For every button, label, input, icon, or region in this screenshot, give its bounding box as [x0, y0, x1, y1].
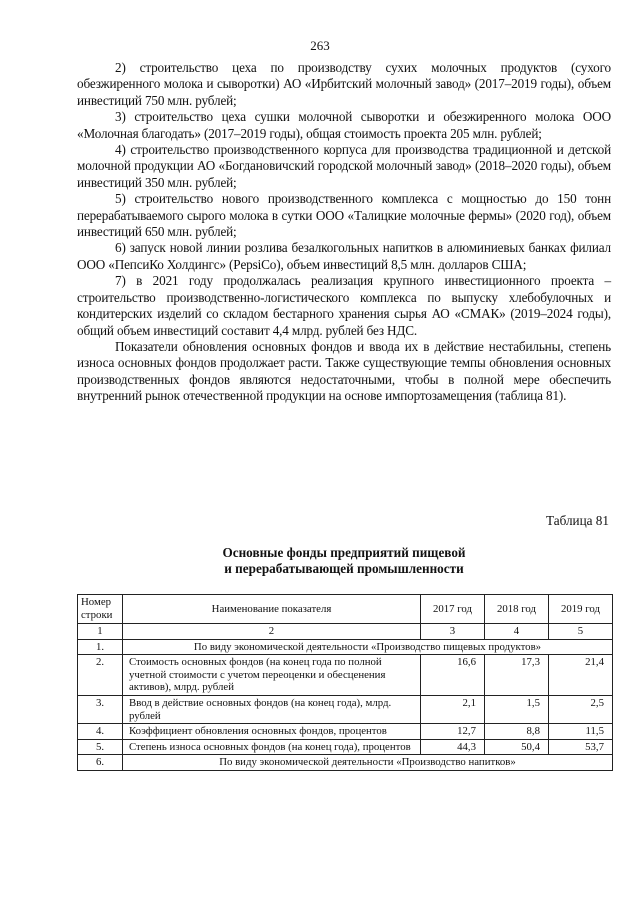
header-indicator-name: Наименование показателя — [123, 595, 421, 624]
row-number: 6. — [78, 755, 123, 771]
header-2019: 2019 год — [549, 595, 613, 624]
value-2019: 21,4 — [549, 655, 613, 696]
page-number: 263 — [310, 38, 330, 53]
indicator-name: Стоимость основных фондов (на конец года по полной учетной стоимости с учетом переоценки и обесценения активов), млрд. рублей — [123, 655, 421, 696]
fixed-assets-table — [77, 594, 613, 771]
header-2018: 2018 год — [485, 595, 549, 624]
value-2019: 53,7 — [549, 739, 613, 755]
table-header-row — [78, 595, 613, 624]
value-2017: 44,3 — [421, 739, 485, 755]
section-heading-food: По виду экономической деятельности «Производство пищевых продуктов» — [123, 639, 613, 655]
row-number: 1. — [78, 639, 123, 655]
value-2019: 11,5 — [549, 724, 613, 740]
indicator-name: Степень износа основных фондов (на конец года), процентов — [123, 739, 421, 755]
col-number-2: 2 — [123, 624, 421, 640]
table-row — [78, 655, 613, 696]
value-2017: 12,7 — [421, 724, 485, 740]
value-2018: 17,3 — [485, 655, 549, 696]
paragraph-item-5: 5) строительство нового производственного комплекса с мощностью до 150 тонн перерабатываемого сырого молока в сутки ООО «Талицкие молочные фермы» (2020 год), объем инвестиций 650 млн. рублей; — [77, 191, 611, 240]
table-title-line-1: Основные фонды предприятий пищевой — [222, 545, 466, 560]
body-text — [77, 60, 611, 405]
table-row — [78, 695, 613, 723]
table-row — [78, 755, 613, 771]
table-caption: Таблица 81 — [546, 513, 609, 528]
table-column-numbers-row — [78, 624, 613, 640]
table-row — [78, 724, 613, 740]
paragraph-item-4: 4) строительство производственного корпуса для производства традиционной и детской молочной продукции АО «Богдановичский городской молочный завод» (2018–2020 годы), объем инвестиций 350 млн. рублей; — [77, 142, 611, 190]
paragraph-item-3: 3) строительство цеха сушки молочной сыворотки и обезжиренного молока ООО «Молочная благодать» (2017–2019 годы), общая стоимость проекта 205 млн. рублей; — [77, 109, 611, 141]
table-title — [77, 545, 611, 578]
value-2018: 1,5 — [485, 695, 549, 723]
col-number-3: 3 — [421, 624, 485, 640]
col-number-5: 5 — [549, 624, 613, 640]
col-number-1: 1 — [78, 624, 123, 640]
value-2017: 2,1 — [421, 695, 485, 723]
row-number: 4. — [78, 724, 123, 740]
value-2017: 16,6 — [421, 655, 485, 696]
row-number: 3. — [78, 695, 123, 723]
table-row — [78, 739, 613, 755]
row-number: 5. — [78, 739, 123, 755]
table-title-line-2: и перерабатывающей промышленности — [224, 561, 464, 577]
header-row-number: Номер строки — [78, 595, 123, 624]
value-2018: 8,8 — [485, 724, 549, 740]
value-2018: 50,4 — [485, 739, 549, 755]
header-2017: 2017 год — [421, 595, 485, 624]
paragraph-item-6: 6) запуск новой линии розлива безалкогольных напитков в алюминиевых банках филиал ООО «ПепсиКо Холдингс» (PepsiCo), объем инвестиций 8,5 млн. долларов США; — [77, 240, 611, 272]
row-number: 2. — [78, 655, 123, 696]
table-row — [78, 639, 613, 655]
indicator-name: Ввод в действие основных фондов (на конец года), млрд. рублей — [123, 695, 421, 723]
value-2019: 2,5 — [549, 695, 613, 723]
paragraph-item-2: 2) строительство цеха по производству сухих молочных продуктов (сухого обезжиренного молока и сыворотки) АО «Ирбитский молочный завод» (2017–2019 годы), объем инвестиций 750 млн. рублей; — [77, 60, 611, 108]
indicator-name: Коэффициент обновления основных фондов, процентов — [123, 724, 421, 740]
section-heading-beverages: По виду экономической деятельности «Производство напитков» — [123, 755, 613, 771]
paragraph-fixed-assets: Показатели обновления основных фондов и ввода их в действие нестабильны, степень износа основных фондов продолжает расти. Также существующие темпы обновления основных производственных фондов являются недостаточными, чтобы в полной мере обеспечить внутренний рынок отечественной продукции на основе импортозамещения (таблица 81). — [77, 338, 611, 404]
col-number-4: 4 — [485, 624, 549, 640]
paragraph-item-7: 7) в 2021 году продолжалась реализация крупного инвестиционного проекта – строительство производственно-логистического комплекса по выпуску хлебобулочных и кондитерских изделий со складом бестарного хранения сырья АО «СМАК» (2019–2024 годы), общий объем инвестиций составит 4,4 млрд. рублей без НДС. — [77, 273, 611, 338]
